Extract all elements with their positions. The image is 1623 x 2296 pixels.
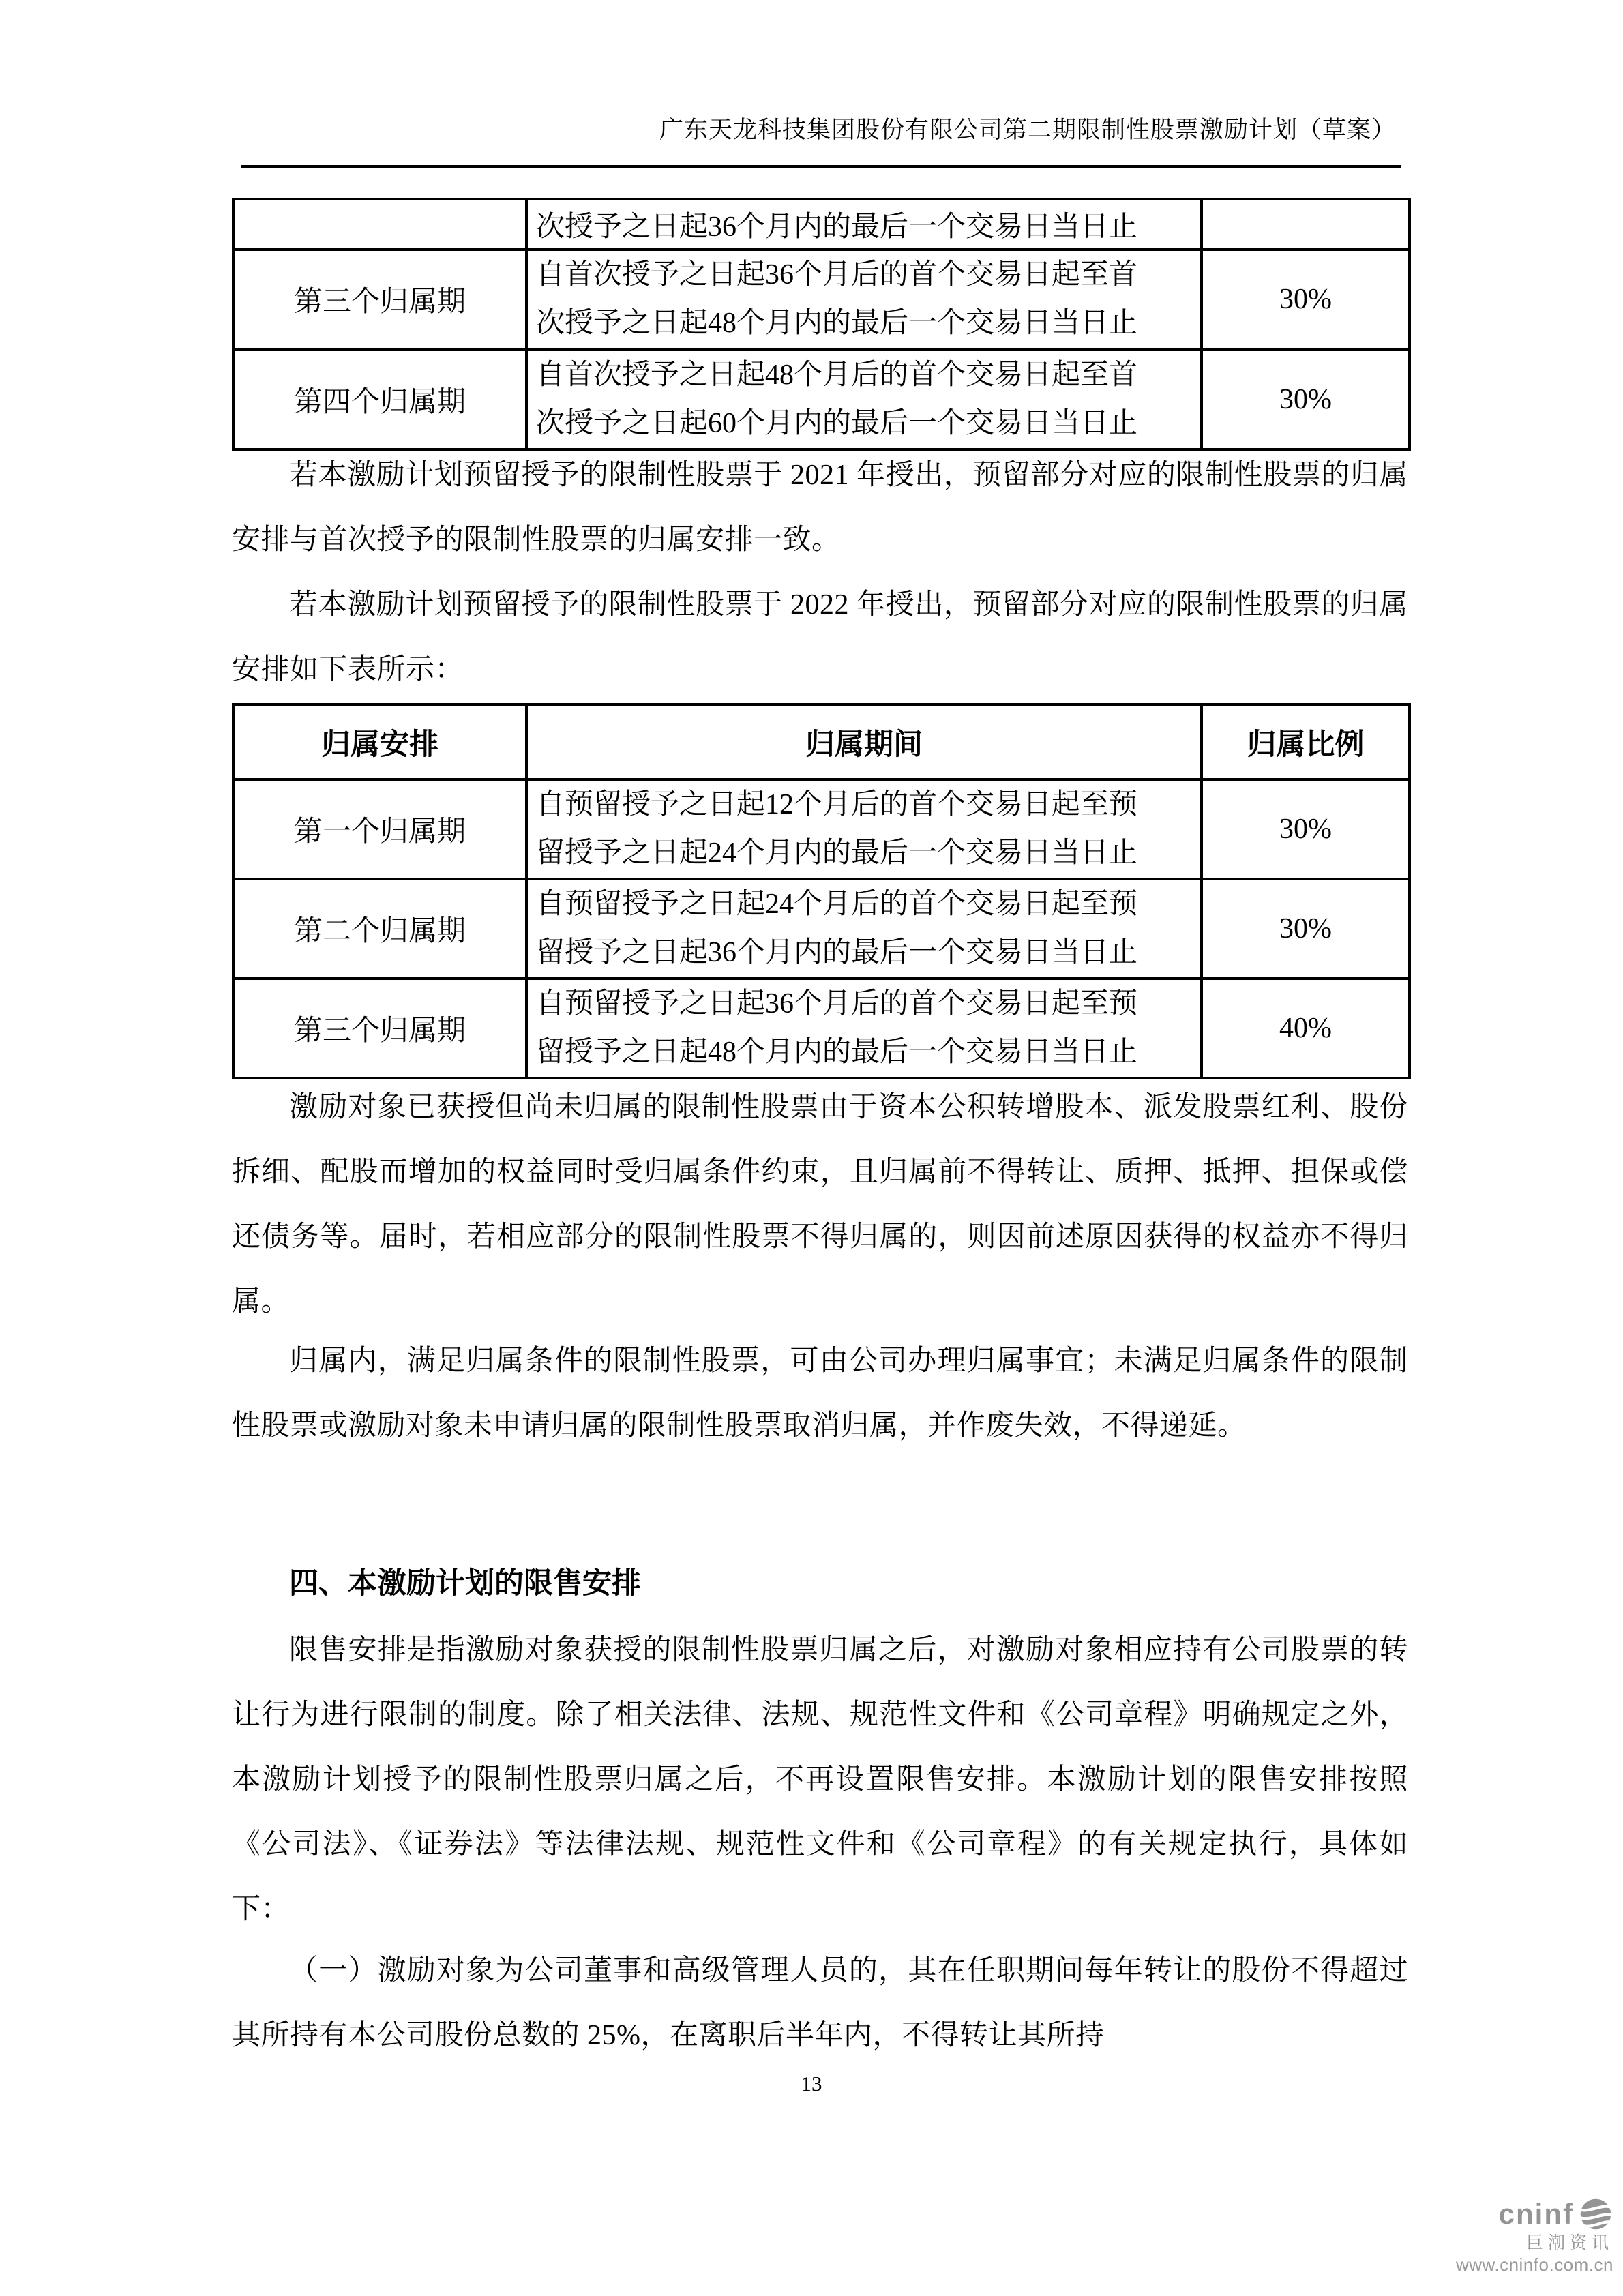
ratio-cell bbox=[1202, 250, 1410, 349]
header-period: 归属期间 bbox=[526, 704, 1202, 779]
paragraph-reserved-2021: 若本激励计划预留授予的限制性股票于 2021 年授出，预留部分对应的限制性股票的归属安排与首次授予的限制性股票的归属安排一致。 bbox=[232, 460, 1408, 556]
schedule-cell bbox=[233, 349, 526, 449]
schedule-text: 第二个归属期 bbox=[293, 916, 466, 947]
table-row bbox=[233, 349, 1410, 449]
table-row bbox=[233, 250, 1410, 349]
table-row bbox=[233, 979, 1410, 1078]
paragraph-reserved-2022: 若本激励计划预留授予的限制性股票于 2022 年授出，预留部分对应的限制性股票的归属安排如下表所示： bbox=[232, 589, 1408, 685]
period-text-line1: 自首次授予之日起36个月后的首个交易日起至首 bbox=[536, 259, 1138, 290]
paragraph-lockup-item-1: （一）激励对象为公司董事和高级管理人员的，其在任职期间每年转让的股份不得超过其所持有本公司股份总数的 25%，在离职后半年内，不得转让其所持 bbox=[232, 1955, 1408, 2051]
doc-header-title: 广东天龙科技集团股份有限公司第二期限制性股票激励计划（草案） bbox=[659, 117, 1396, 143]
header-schedule: 归属安排 bbox=[233, 704, 526, 779]
table-row bbox=[233, 779, 1410, 879]
period-text: 次授予之日起36个月内的最后一个交易日当日止 bbox=[536, 211, 1138, 243]
header-ratio: 归属比例 bbox=[1202, 704, 1410, 779]
ratio-cell-empty bbox=[1202, 199, 1410, 250]
schedule-cell bbox=[233, 779, 526, 879]
period-text-line2: 留授予之日起24个月内的最后一个交易日当日止 bbox=[536, 837, 1138, 869]
table-row bbox=[233, 879, 1410, 979]
vesting-table-first-grant bbox=[232, 198, 1411, 451]
ratio-text: 30% bbox=[1279, 383, 1332, 415]
ratio-text: 30% bbox=[1279, 913, 1332, 944]
period-text-line2: 留授予之日起36个月内的最后一个交易日当日止 bbox=[536, 937, 1138, 968]
ratio-text: 30% bbox=[1279, 814, 1332, 845]
paragraph-lockup-definition: 限售安排是指激励对象获授的限制性股票归属之后，对激励对象相应持有公司股票的转让行为进行限制的制度。除了相关法律、法规、规范性文件和《公司章程》明确规定之外，本激励计划授予的限制性股票归属之后，不再设置限售安排。本激励计划的限售安排按照《公司法》、《证券法》等法律法规、规范性文件和《公司章程》的有关规定执行，具体如下： bbox=[232, 1635, 1408, 1925]
schedule-cell bbox=[233, 879, 526, 979]
ratio-text: 30% bbox=[1279, 284, 1332, 315]
ratio-cell bbox=[1202, 979, 1410, 1078]
period-cell bbox=[526, 779, 1202, 879]
paragraph-vesting-handling: 归属内，满足归属条件的限制性股票，可由公司办理归属事宜；未满足归属条件的限制性股票或激励对象未申请归属的限制性股票取消归属，并作废失效，不得递延。 bbox=[232, 1345, 1408, 1442]
period-text-line1: 自预留授予之日起12个月后的首个交易日起至预 bbox=[536, 789, 1138, 820]
ratio-cell bbox=[1202, 879, 1410, 979]
page-number: 13 bbox=[801, 2072, 822, 2096]
schedule-cell-empty bbox=[233, 199, 526, 250]
header-rule bbox=[241, 165, 1401, 168]
period-text-line2: 留授予之日起48个月内的最后一个交易日当日止 bbox=[536, 1037, 1138, 1068]
schedule-cell bbox=[233, 979, 526, 1078]
table-header-row bbox=[233, 704, 1410, 779]
schedule-text: 第四个归属期 bbox=[293, 386, 466, 418]
cninfo-logo bbox=[1368, 2197, 1613, 2275]
period-cell bbox=[526, 979, 1202, 1078]
schedule-text: 第三个归属期 bbox=[293, 1015, 466, 1047]
vesting-table-reserved-2022 bbox=[232, 703, 1411, 1079]
cninfo-url: www.cninfo.com.cn bbox=[1455, 2254, 1613, 2275]
cninfo-brand-text: cninf bbox=[1498, 2198, 1574, 2230]
period-text-line1: 自预留授予之日起24个月后的首个交易日起至预 bbox=[536, 889, 1138, 920]
period-cell bbox=[526, 879, 1202, 979]
ratio-text: 40% bbox=[1279, 1013, 1332, 1044]
section-heading-4: 四、本激励计划的限售安排 bbox=[289, 1568, 641, 1600]
schedule-cell bbox=[233, 250, 526, 349]
table-row bbox=[233, 199, 1410, 250]
period-text-line2: 次授予之日起48个月内的最后一个交易日当日止 bbox=[536, 308, 1138, 339]
period-cell bbox=[526, 349, 1202, 449]
schedule-text: 第一个归属期 bbox=[293, 816, 466, 848]
paragraph-equity-adjustment: 激励对象已获授但尚未归属的限制性股票由于资本公积转增股本、派发股票红利、股份拆细、配股而增加的权益同时受归属条件约束，且归属前不得转让、质押、抵押、担保或偿还债务等。届时，若相应部分的限制性股票不得归属的，则因前述原因获得的权益亦不得归属。 bbox=[232, 1092, 1408, 1317]
cninfo-globe-icon bbox=[1578, 2198, 1613, 2231]
cninfo-logo-row bbox=[1368, 2197, 1613, 2231]
ratio-cell bbox=[1202, 349, 1410, 449]
schedule-text: 第三个归属期 bbox=[293, 286, 466, 318]
ratio-cell bbox=[1202, 779, 1410, 879]
period-cell bbox=[526, 250, 1202, 349]
period-text-line1: 自预留授予之日起36个月后的首个交易日起至预 bbox=[536, 988, 1138, 1019]
period-cell bbox=[526, 199, 1202, 250]
doc-header bbox=[232, 116, 1408, 145]
period-text-line2: 次授予之日起60个月内的最后一个交易日当日止 bbox=[536, 407, 1138, 439]
cninfo-brand-chinese: 巨潮资讯 bbox=[1525, 2233, 1613, 2252]
period-text-line1: 自首次授予之日起48个月后的首个交易日起至首 bbox=[536, 359, 1138, 391]
